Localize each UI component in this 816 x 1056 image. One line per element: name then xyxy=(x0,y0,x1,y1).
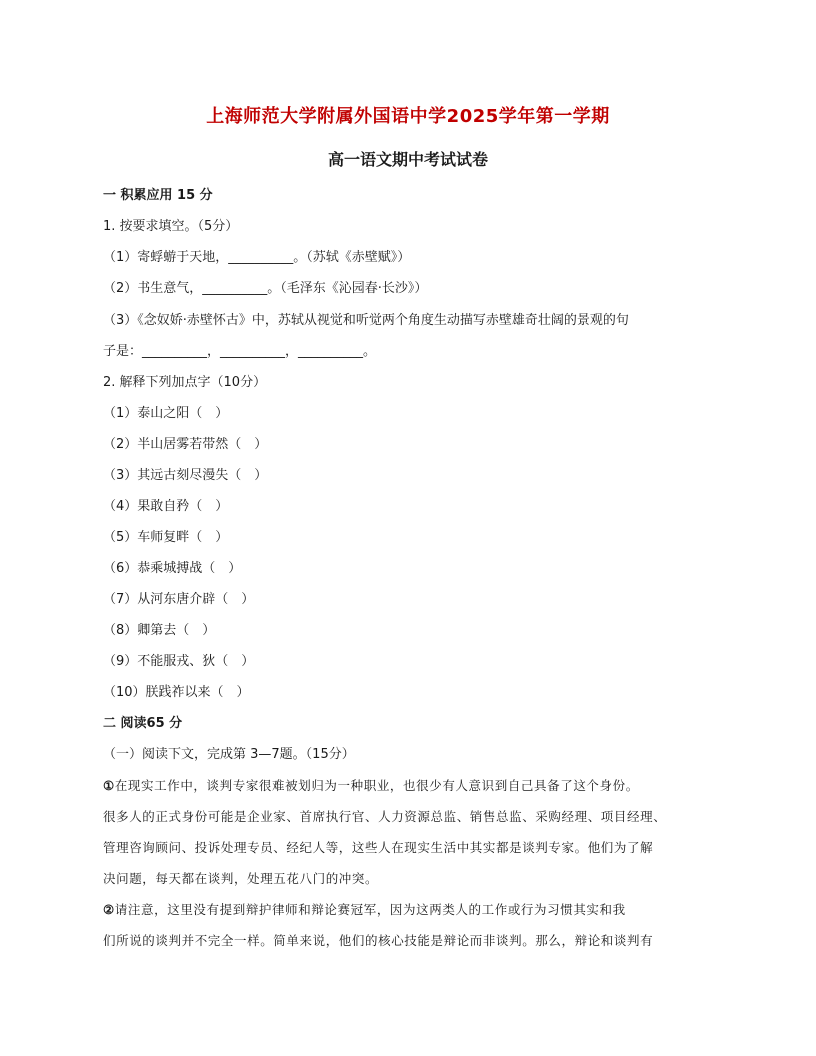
passage-text: 们所说的谈判并不完全一样。简单来说，他们的核心技能是辩论而非谈判。那么，辩论和谈判有 xyxy=(103,933,654,948)
question-2-item: （3）其远古刻尽漫失（ ） xyxy=(103,468,268,483)
passage-text: 请注意，这里没有提到辩护律师和辩论赛冠军，因为这两类人的工作或行为习惯其实和我 xyxy=(114,902,626,917)
question-1-prompt: 1. 按要求填空。（5分） xyxy=(103,219,239,234)
passage-line xyxy=(103,808,666,826)
question-2-item: （9）不能服戎、狄（ ） xyxy=(103,654,255,669)
question-2-item: （10）朕践祚以来（ ） xyxy=(103,685,250,700)
exam-subtitle: 高一语文期中考试试卷 xyxy=(327,150,488,169)
passage-line xyxy=(103,777,639,795)
question-2-item: （1）泰山之阳（ ） xyxy=(103,406,229,421)
reading-part-1-prompt: （一）阅读下文，完成第 3—7题。（15分） xyxy=(103,747,355,762)
question-2-item: （6）恭乘城搏战（ ） xyxy=(103,561,242,576)
passage-line xyxy=(103,870,378,888)
passage-line xyxy=(103,839,653,857)
paragraph-marker: ② xyxy=(103,902,115,917)
question-1-item: （3）《念奴娇·赤壁怀古》中，苏轼从视觉和听觉两个角度生动描写赤壁雄奇壮阔的景观的句 xyxy=(103,313,629,328)
passage-line xyxy=(103,901,626,919)
question-2-item: （7）从河东唐介辟（ ） xyxy=(103,592,255,607)
exam-school-title: 上海师范大学附属外国语中学2025学年第一学期 xyxy=(206,106,610,127)
section-heading-reading: 二 阅读65 分 xyxy=(103,716,183,731)
question-2-item: （4）果敢自矜（ ） xyxy=(103,499,229,514)
passage-text: 很多人的正式身份可能是企业家、首席执行官、人力资源总监、销售总监、采购经理、项目经理、 xyxy=(103,809,667,824)
question-1-item-continued: 子是：__________，__________，__________。 xyxy=(103,344,377,359)
question-1-item: （2）书生意气，__________。（毛泽东《沁园春·长沙》） xyxy=(103,281,428,296)
paragraph-marker: ① xyxy=(103,778,115,793)
passage-text: 决问题，每天都在谈判，处理五花八门的冲突。 xyxy=(103,871,379,886)
passage-text: 在现实工作中，谈判专家很难被划归为一种职业，也很少有人意识到自己具备了这个身份。 xyxy=(114,778,639,793)
passage-line xyxy=(103,932,653,950)
passage-text: 管理咨询顾问、投诉处理专员、经纪人等，这些人在现实生活中其实都是谈判专家。他们为了解 xyxy=(103,840,654,855)
question-1-item: （1）寄蜉蝣于天地，__________。（苏轼《赤壁赋》） xyxy=(103,250,411,265)
question-2-item: （5）车师复畔（ ） xyxy=(103,530,229,545)
section-heading-accumulation: 一 积累应用 15 分 xyxy=(103,188,213,203)
question-2-prompt: 2. 解释下列加点字（10分） xyxy=(103,375,267,390)
question-2-item: （8）卿第去（ ） xyxy=(103,623,216,638)
question-2-item: （2）半山居雾若带然（ ） xyxy=(103,437,268,452)
